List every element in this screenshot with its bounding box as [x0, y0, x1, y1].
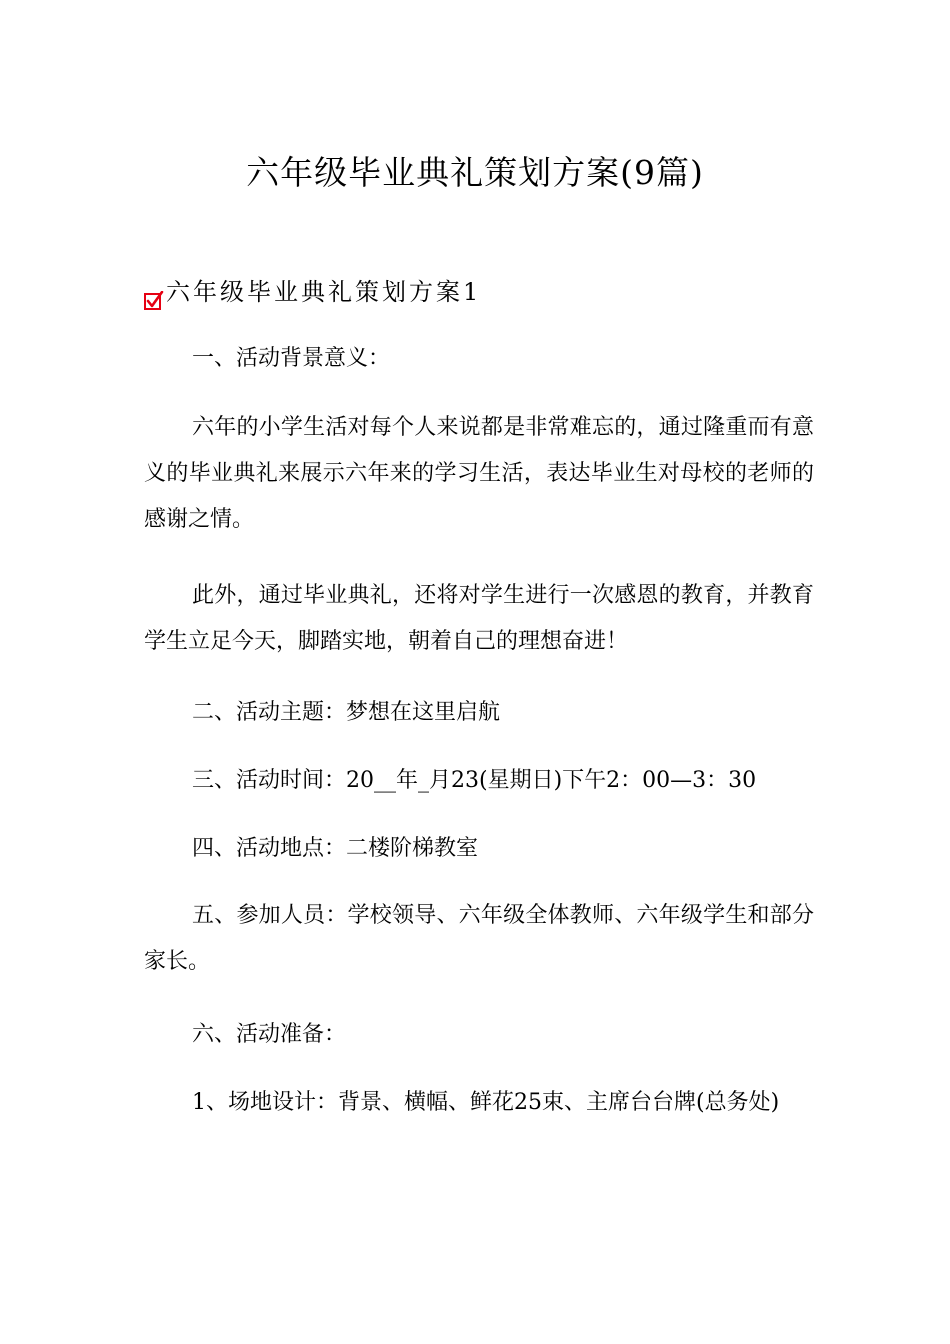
paragraph: 此外，通过毕业典礼，还将对学生进行一次感恩的教育，并教育学生立足今天，脚踏实地，朝着自己的理想奋进！	[144, 583, 814, 654]
paragraph: 五、参加人员：学校领导、六年级全体教师、六年级学生和部分家长。	[144, 903, 814, 974]
section-heading	[144, 274, 481, 310]
paragraph: 三、活动时间：20__年_月23(星期日)下午2：00—3：30	[192, 768, 757, 793]
paragraph: 二、活动主题：梦想在这里启航	[192, 700, 501, 725]
section-heading-text: 六年级毕业典礼策划方案1	[166, 278, 482, 306]
paragraph: 一、活动背景意义：	[192, 346, 391, 371]
paragraph: 六年的小学生活对每个人来说都是非常难忘的，通过隆重而有意义的毕业典礼来展示六年来的学习生活，表达毕业生对母校的老师的感谢之情。	[144, 415, 814, 532]
checkbox-checked-icon	[144, 285, 164, 305]
document-title: 六年级毕业典礼策划方案(9篇)	[246, 153, 704, 192]
paragraph: 1、场地设计：背景、横幅、鲜花25束、主席台台牌(总务处)	[192, 1090, 780, 1115]
paragraph: 四、活动地点：二楼阶梯教室	[192, 836, 479, 861]
paragraph: 六、活动准备：	[192, 1022, 347, 1047]
